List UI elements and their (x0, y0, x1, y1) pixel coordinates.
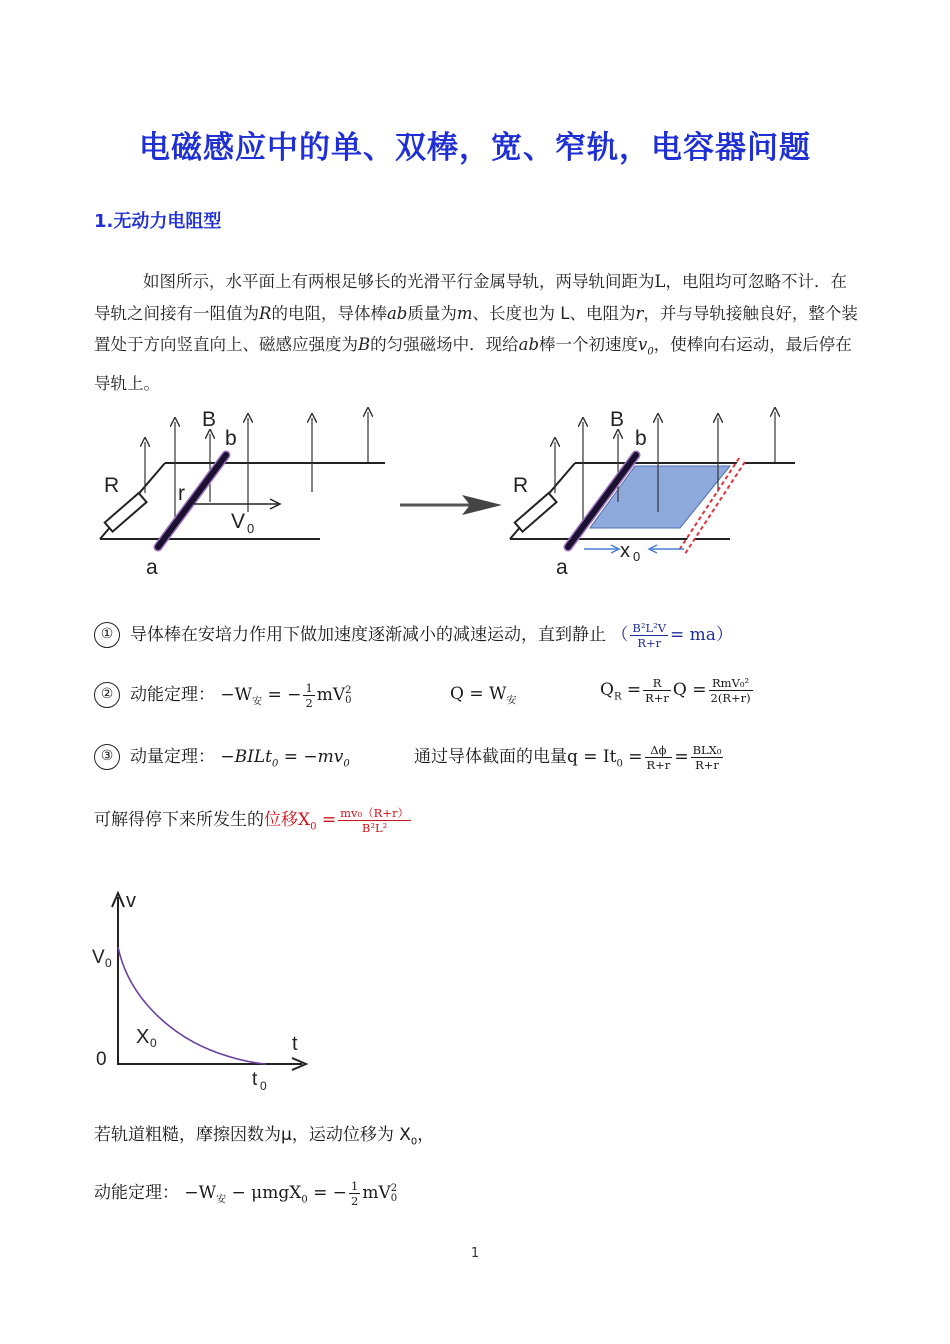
label-a: a (556, 556, 568, 579)
var-v: v (638, 335, 648, 354)
swept-area (590, 466, 730, 528)
var-r: r (635, 303, 644, 323)
label: 动能定理： (94, 1183, 179, 1203)
fraction (643, 676, 671, 705)
sub: 安 (216, 1194, 227, 1206)
intro-paragraph (94, 266, 859, 399)
axis-label-t: t (292, 1033, 298, 1055)
item-3 (94, 742, 874, 770)
eq-QR (600, 676, 755, 705)
intro-text: ，使棒向右运动，最后停在导轨上。 (94, 335, 852, 393)
term: mV (362, 1183, 391, 1203)
label-b: b (635, 427, 647, 450)
sub: 0 (343, 758, 350, 770)
fraction (691, 743, 724, 772)
intro-text: 、长度也为 L、电阻为 (472, 303, 636, 323)
denominator: 2 (305, 696, 313, 710)
b-field-arrows (145, 412, 368, 527)
label-t0: t (252, 1069, 258, 1090)
sup: 2 (390, 1182, 398, 1194)
area-label: X (136, 1026, 150, 1048)
label-a: a (146, 556, 158, 579)
term: = − (313, 1183, 348, 1203)
term: −BILt (220, 747, 272, 767)
result-formula (298, 806, 413, 835)
term: mV (316, 685, 346, 705)
rough-track-line (94, 1120, 434, 1147)
numerator: 1 (305, 681, 313, 695)
rough-text: 若轨道粗糙，摩擦因数为μ，运动位移为 X (94, 1125, 411, 1145)
axis-label-v: v (126, 890, 136, 912)
var-ab: ab (386, 303, 408, 323)
term: X (298, 810, 311, 830)
item-2 (94, 676, 874, 710)
sub: 0 (345, 694, 352, 706)
label-x0: x (620, 540, 630, 562)
var-R: R (259, 303, 272, 323)
denominator: R+r (646, 757, 671, 772)
term: −W (184, 1183, 217, 1203)
page-title: 电磁感应中的单、双棒，宽、窄轨，电容器问题 (139, 130, 811, 166)
label-V0: V (92, 947, 105, 968)
sub: 0 (301, 1194, 308, 1206)
term: = −mv (283, 747, 344, 767)
label-b: b (225, 427, 237, 450)
item-number: ① (94, 622, 120, 648)
origin-label: 0 (96, 1049, 107, 1070)
result-text: 可解得停下来所发生的 (94, 810, 264, 830)
eq-kinetic (220, 681, 352, 710)
label-V: V (231, 510, 246, 533)
item-number: ② (94, 682, 120, 708)
var-v0 (638, 335, 654, 358)
eq-heat (450, 684, 516, 706)
intro-text: 质量为 (407, 303, 457, 323)
item-number: ③ (94, 744, 120, 770)
term: q = It (567, 747, 617, 767)
sub: 0 (410, 1136, 418, 1148)
intro-text: ，并与导轨接触良好，整个装置处于方向竖直向上、磁感应强度为 (94, 303, 858, 354)
vt-graph (88, 885, 328, 1095)
paren: （ (611, 625, 629, 645)
intro-text: 棒一个初速度 (539, 335, 639, 354)
label-r: r (178, 482, 185, 505)
intro-text: 的匀强磁场中．现给 (370, 335, 519, 354)
charge-expression (414, 742, 725, 772)
term: = (321, 810, 337, 830)
intro-text: ，电阻均可忽略不计．在导轨之间接有一阻值为 (94, 272, 847, 323)
var-L: L (654, 272, 666, 291)
term: = − (267, 685, 302, 705)
term: −W (220, 685, 253, 705)
term: Q = (672, 680, 707, 700)
term: = (628, 747, 643, 767)
supsub (391, 1184, 397, 1204)
fraction (303, 681, 314, 710)
result-highlight: 位移 (264, 810, 298, 830)
item-label: 动能定理： (130, 685, 215, 705)
label-V0-sub: 0 (105, 956, 112, 970)
formula-1 (611, 620, 733, 650)
eq (184, 1179, 398, 1208)
numerator: B²L²V (632, 620, 667, 635)
sub: 0 (310, 821, 317, 833)
label-R: R (513, 474, 529, 497)
paren: ） (715, 625, 733, 645)
denominator: 2(R+r) (710, 691, 751, 705)
label-B: B (202, 408, 217, 431)
fraction (645, 743, 673, 772)
area-label-sub: 0 (150, 1036, 157, 1050)
item-text: 导体棒在安培力作用下做加速度逐渐减小的减速运动，直到静止 (130, 625, 606, 645)
fraction (338, 806, 411, 835)
denominator: R+r (645, 691, 669, 705)
var-ab: ab (518, 335, 540, 354)
fraction (630, 621, 668, 650)
label-x0-sub: 0 (633, 549, 641, 564)
numerator: RmV₀² (709, 676, 753, 691)
rhs: = ma (670, 625, 716, 645)
term: = (674, 747, 689, 767)
denominator: R+r (695, 757, 719, 772)
right-diagram (510, 408, 795, 579)
sup: 2 (345, 684, 352, 696)
fraction (349, 1179, 360, 1208)
left-diagram (100, 408, 385, 579)
sub: 0 (616, 758, 623, 770)
sub: 安 (506, 695, 517, 707)
transition-arrow (400, 495, 502, 515)
fraction (709, 676, 753, 705)
supsub (345, 686, 351, 706)
numerator: R (643, 676, 671, 691)
numerator: Δϕ (645, 743, 673, 758)
label-B: B (610, 408, 625, 431)
denominator: 2 (351, 1194, 359, 1208)
section-heading: 1.无动力电阻型 (94, 211, 222, 232)
var-m: m (456, 303, 473, 323)
label-V-sub: 0 (247, 521, 255, 536)
label-t0-sub: 0 (260, 1079, 267, 1093)
var-v-sub: 0 (647, 346, 654, 358)
resistor-R (105, 493, 147, 532)
numerator: mv₀（R+r） (340, 806, 409, 820)
sub: 0 (390, 1192, 398, 1204)
eq-momentum (220, 747, 350, 770)
item-label: 动量定理： (130, 747, 215, 767)
term: Q (600, 680, 614, 700)
var-B: B (358, 335, 371, 354)
text: 通过导体截面的电量 (414, 747, 567, 767)
page-number: 1 (470, 1246, 480, 1261)
sub: 0 (271, 758, 279, 770)
term: = (626, 680, 642, 700)
intro-text: 如图所示，水平面上有两根足够长的光滑平行金属导轨，两导轨间距为 (143, 272, 655, 291)
intro-text: 的电阻，导体棒 (271, 303, 387, 323)
label-R: R (104, 474, 120, 497)
resistor-R (515, 493, 557, 532)
term: − μmgX (231, 1183, 302, 1203)
denominator: R+r (637, 635, 662, 650)
rails-figure (90, 400, 810, 590)
result-line (94, 805, 413, 835)
sub: R (613, 691, 622, 703)
denominator: B²L² (361, 821, 388, 835)
rod-ab (158, 455, 226, 547)
term: Q = W (450, 684, 507, 704)
item-1 (94, 620, 733, 650)
sub: 安 (252, 696, 263, 708)
rough-equation (94, 1178, 397, 1208)
numerator: 1 (351, 1179, 359, 1193)
numerator: BLX₀ (692, 742, 722, 757)
rough-text-end: ， (417, 1125, 435, 1145)
